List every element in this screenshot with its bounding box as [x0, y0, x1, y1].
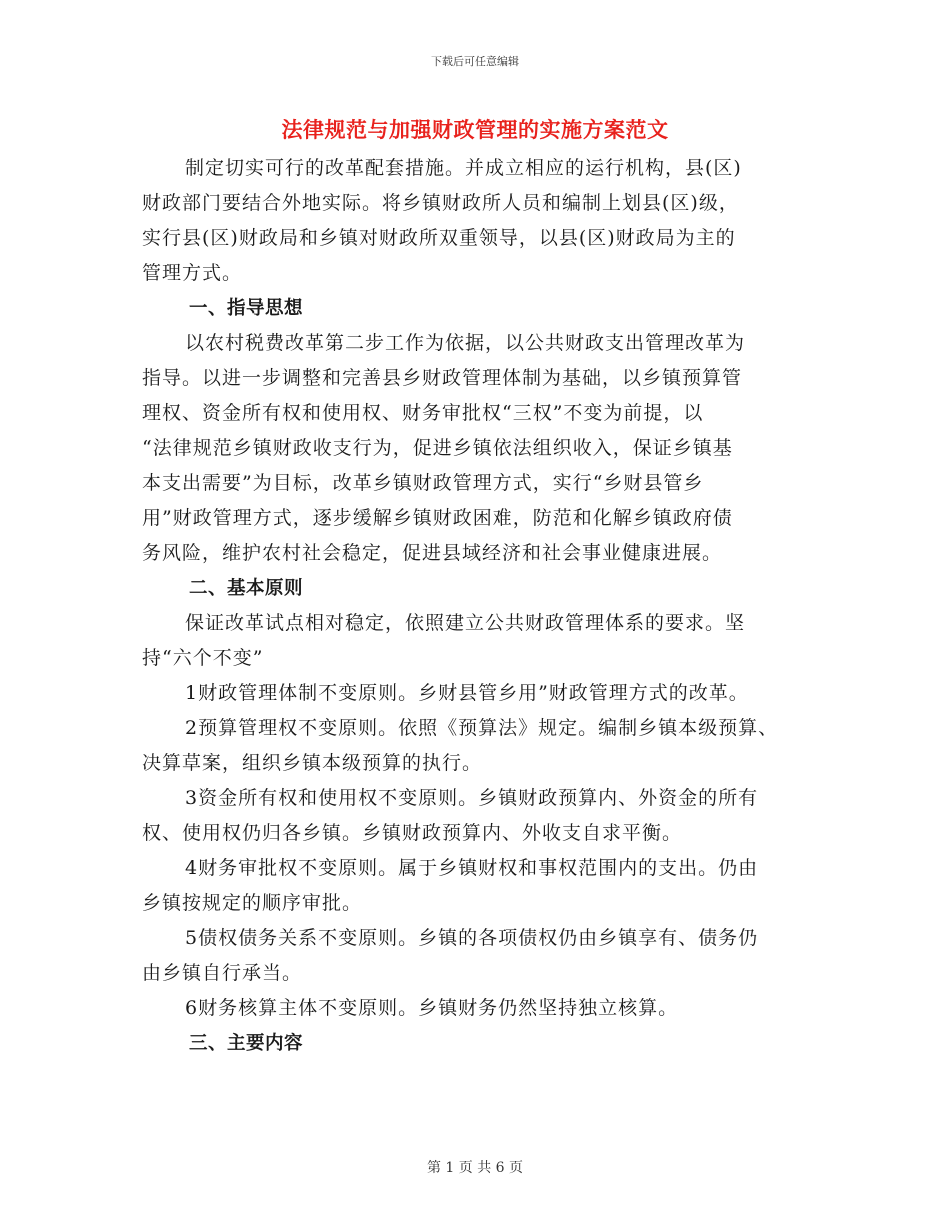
paragraph-line: 财政部门要结合外地实际。将乡镇财政所人员和编制上划县(区)级， [142, 192, 739, 214]
principle-item-1 [142, 676, 832, 711]
paragraph-line: 1财政管理体制不变原则。乡财县管乡用”财政管理方式的改革。 [185, 682, 749, 704]
paragraph-line: 6财务核算主体不变原则。乡镇财务仍然坚持独立核算。 [185, 997, 679, 1019]
paragraph-line: 持“六个不变” [142, 647, 264, 669]
paragraph-line: 决算草案，组织乡镇本级预算的执行。 [142, 752, 483, 774]
paragraph-line: 实行县(区)财政局和乡镇对财政所双重领导，以县(区)财政局为主的 [142, 227, 736, 249]
paragraph-line: 理权、资金所有权和使用权、财务审批权“三权”不变为前提，以 [142, 402, 704, 424]
principle-item-5 [142, 921, 832, 991]
paragraph-line: 保证改革试点相对稳定，依照建立公共财政管理体系的要求。坚 [185, 612, 746, 634]
section-heading-guiding-ideology: 一、指导思想 [189, 298, 304, 319]
paragraph-line: 权、使用权仍归各乡镇。乡镇财政预算内、外收支自求平衡。 [142, 822, 683, 844]
paragraph-line: 乡镇按规定的顺序审批。 [142, 892, 363, 914]
paragraph-line: 制定切实可行的改革配套措施。并成立相应的运行机构，县(区) [185, 157, 742, 179]
paragraph-line: 用”财政管理方式，逐步缓解乡镇财政困难，防范和化解乡镇政府债 [142, 507, 733, 529]
principle-item-2 [142, 711, 832, 781]
paragraph-line: 务风险，维护农村社会稳定，促进县域经济和社会事业健康进展。 [142, 542, 723, 564]
document-title: 法律规范与加强财政管理的实施方案范文 [281, 117, 669, 142]
section-heading-basic-principles: 二、基本原则 [189, 578, 304, 599]
section-heading-main-content: 三、主要内容 [189, 1033, 304, 1054]
paragraph-line: 3资金所有权和使用权不变原则。乡镇财政预算内、外资金的所有 [185, 787, 759, 809]
guiding-ideology-paragraph [142, 326, 832, 571]
paragraph-line: 以农村税费改革第二步工作为依据，以公共财政支出管理改革为 [185, 332, 746, 354]
paragraph-line: 本支出需要”为目标，改革乡镇财政管理方式，实行“乡财县管乡 [142, 472, 704, 494]
page-number-footer: 第 1 页 共 6 页 [426, 1160, 524, 1176]
paragraph-line: 5债权债务关系不变原则。乡镇的各项债权仍由乡镇享有、债务仍 [185, 927, 759, 949]
paragraph-line: 指导。以进一步调整和完善县乡财政管理体制为基础，以乡镇预算管 [142, 367, 743, 389]
paragraph-line: 管理方式。 [142, 262, 243, 284]
paragraph-line: “法律规范乡镇财政收支行为，促进乡镇依法组织收入，保证乡镇基 [142, 437, 733, 459]
intro-paragraph [142, 151, 832, 291]
basic-principles-intro [142, 606, 832, 676]
paragraph-line: 2预算管理权不变原则。依照《预算法》规定。编制乡镇本级预算、 [185, 717, 779, 739]
paragraph-line: 由乡镇自行承当。 [142, 962, 303, 984]
header-note: 下载后可任意编辑 [431, 55, 519, 68]
principle-item-4 [142, 851, 832, 921]
principle-item-6 [142, 991, 832, 1026]
paragraph-line: 4财务审批权不变原则。属于乡镇财权和事权范围内的支出。仍由 [185, 857, 759, 879]
document-body [142, 151, 832, 1061]
principle-item-3 [142, 781, 832, 851]
